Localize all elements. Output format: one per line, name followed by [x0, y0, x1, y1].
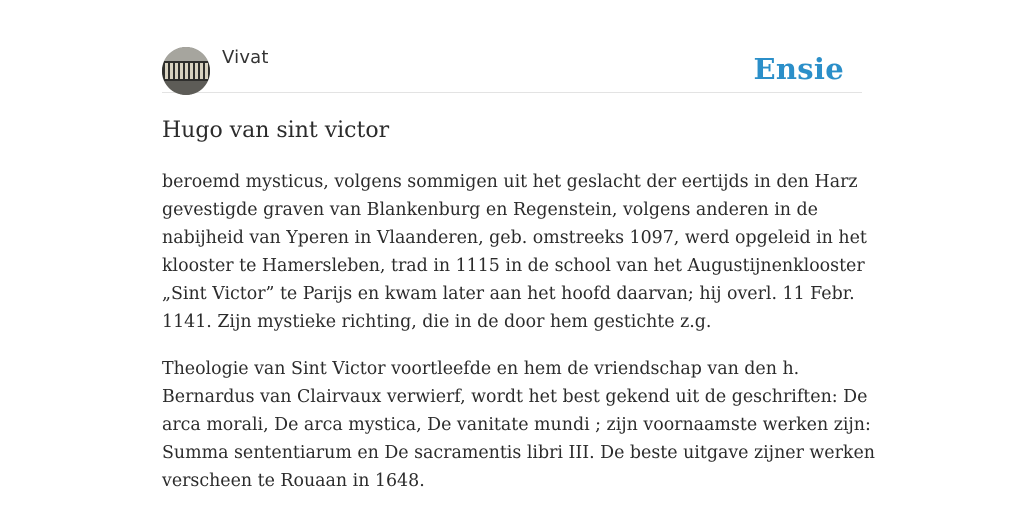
- paragraph-line: Theologie van Sint Victor voortleefde en hem de vriendschap van den h.: [162, 359, 800, 379]
- paragraph-line: beroemd mysticus, volgens sommigen uit het geslacht der eertijds in den Harz: [162, 172, 858, 192]
- article-header: [162, 0, 862, 93]
- article-title: Hugo van sint victor: [162, 118, 390, 143]
- author-name[interactable]: Vivat: [222, 47, 269, 68]
- paragraph-line: Summa sententiarum en De sacramentis libri III. De beste uitgave zijner werken: [162, 443, 875, 463]
- paragraph-line: gevestigde graven van Blankenburg en Regenstein, volgens anderen in de: [162, 200, 818, 220]
- paragraph-line: 1141. Zijn mystieke richting, die in de door hem gestichte z.g.: [162, 312, 712, 332]
- paragraph-1: [162, 168, 867, 336]
- article-body: [162, 168, 875, 514]
- paragraph-2: [162, 355, 875, 495]
- ensie-logo-link[interactable]: Ensie: [753, 52, 844, 86]
- paragraph-line: klooster te Hamersleben, trad in 1115 in de school van het Augustijnenklooster: [162, 256, 865, 276]
- paragraph-line: „Sint Victor” te Parijs en kwam later aan het hoofd daarvan; hij overl. 11 Febr.: [162, 284, 855, 304]
- paragraph-line: Bernardus van Clairvaux verwierf, wordt het best gekend uit de geschriften: De: [162, 387, 868, 407]
- paragraph-line: arca morali, De arca mystica, De vanitate mundi ; zijn voornaamste werken zijn:: [162, 415, 871, 435]
- author-avatar[interactable]: [162, 47, 210, 95]
- paragraph-line: verscheen te Rouaan in 1648.: [162, 471, 425, 491]
- paragraph-line: nabijheid van Yperen in Vlaanderen, geb. omstreeks 1097, werd opgeleid in het: [162, 228, 867, 248]
- article-page: [162, 0, 875, 491]
- bookshelf-avatar-icon: [162, 47, 210, 95]
